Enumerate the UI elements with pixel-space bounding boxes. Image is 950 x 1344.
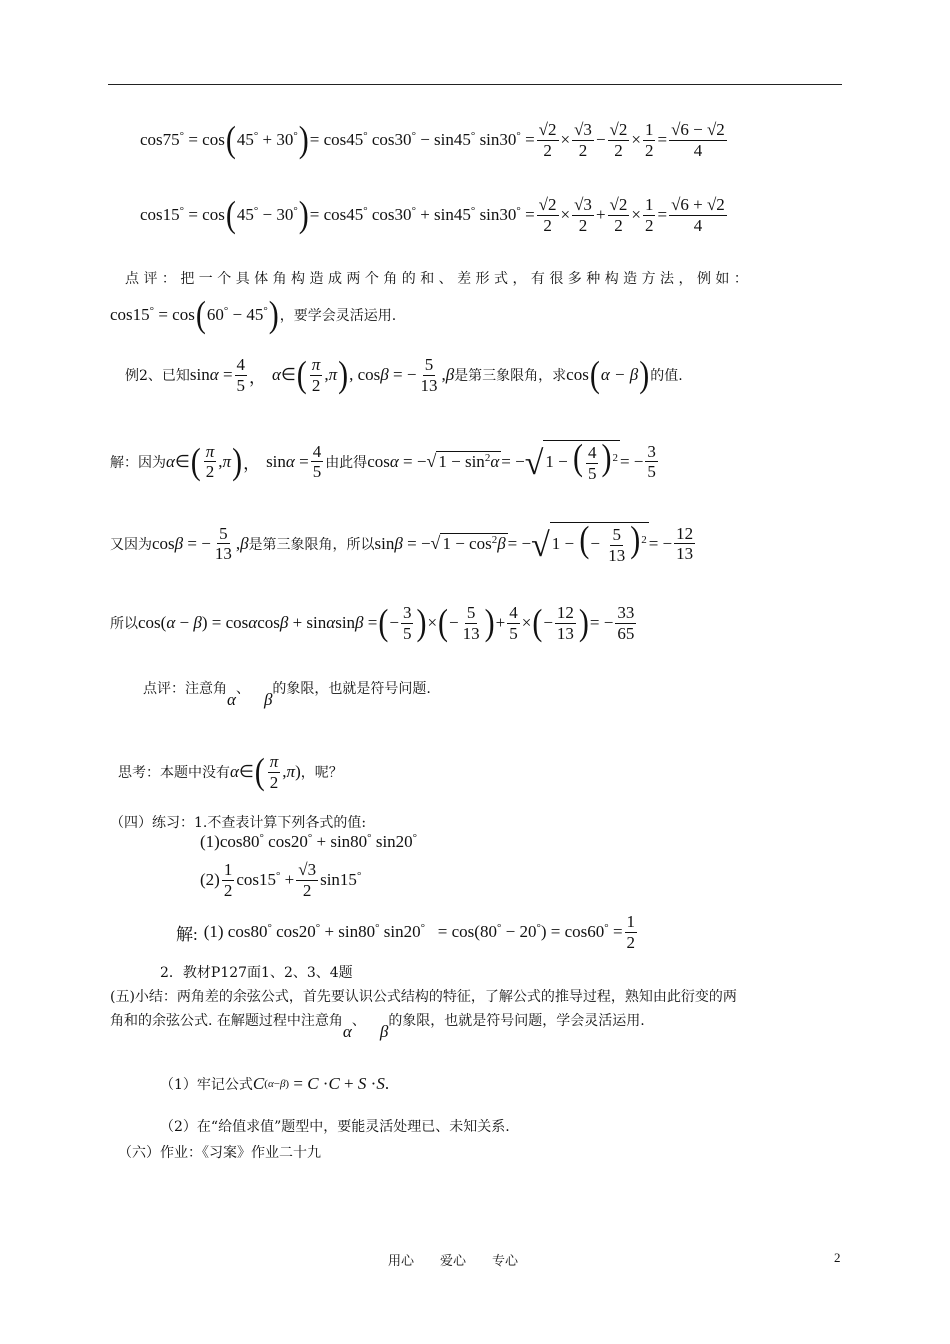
solution-line-1: 解：因为 α ∈ ( $\frac{\pi}{2}$ ,π ) ， sinα = $\frac{4}{5}$ 由此得 cosα = − √ $1 - \sin^2\alpha$ = − √ 1 − ( $\frac{4}{5}$ )$^2$ = − $\frac{3}{5}$ <box>110 436 656 483</box>
solution-mid: 由此得 <box>325 454 368 471</box>
remember-formula: （1）牢记公式 C (α−β) = C ·C + S ·S. <box>160 1074 390 1093</box>
example-2-mid: 是第三象限角，求 <box>454 368 567 385</box>
summary-line-a: (五)小结：两角差的余弦公式，首先要认识公式结构的特征，了解公式的推导过程，熟知由此衍变的两 <box>110 989 737 1005</box>
so-prefix: 所以 <box>110 616 138 633</box>
comment-1-line-a: 点 评 ： 把 一 个 具 体 角 构 造 成 两 个 角 的 和 、 差 形 式 ， 有 很 多 种 构 造 方 法 ， 例 如 ： <box>125 271 748 287</box>
comment-2-b: 的象限，也就是符号问题. <box>272 681 431 697</box>
practice-title: （四）练习：1.不查表计算下列各式的值: <box>110 815 367 831</box>
practice-sol-label: 解: <box>176 924 198 944</box>
cos75-equation: cos75° = cos ( 45° + 30° ) = cos45° cos30° − sin45° sin30° = $\frac{√2}{2}$ × $\frac{√3}{2}$ − $\frac{√2}{2}$ × $\frac{1}{2}$ = $\frac{√6 - √2}{4}$ <box>140 118 725 161</box>
solution-prefix: 解：因为 <box>110 454 166 471</box>
think-b: ，呢？ <box>300 765 343 782</box>
again-mid: 是第三象限角，所以 <box>248 536 375 553</box>
header-rule <box>108 84 842 85</box>
example-2: 例2、已知 sinα = $\frac{4}{5}$ ， α ∈ ( $\frac{\pi}{2}$ ,π ) , cosβ = − $\frac{5}{13}$ ,β 是第三象限角，求 cos ( α − β ) 的值. <box>125 353 683 396</box>
given-value-note: （2）在“给值求值”题型中，要能灵活处理已、未知关系. <box>160 1119 510 1135</box>
again-prefix: 又因为 <box>110 536 152 553</box>
example-2-suffix: 的值. <box>650 368 683 385</box>
homework: （六）作业：《习案》作业二十九 <box>118 1145 321 1161</box>
summary-line-b: 角和的余弦公式. 在解题过程中注意角 α 、 β 的象限，也就是符号问题，学会灵活运用. <box>110 1010 645 1030</box>
practice-item-1: (1) cos80° cos20° + sin80° sin20° <box>200 832 418 851</box>
think-a: 思考：本题中没有 <box>118 765 230 782</box>
comment-1-tail: ，要学会灵活运用. <box>279 308 397 324</box>
page-number: 2 <box>834 1250 841 1265</box>
practice-item-2: (2) $\frac{1}{2}$ cos15° + $\frac{√3}{2}$ sin15° <box>200 860 362 900</box>
think-line: 思考：本题中没有 α ∈ ( $\frac{\pi}{2}$ ,π) ，呢？ <box>118 750 343 793</box>
remember-label: （1）牢记公式 <box>160 1077 253 1093</box>
practice-1-label: (1) <box>200 832 220 851</box>
summary-b2: 的象限，也就是符号问题，学会灵活运用. <box>388 1013 645 1029</box>
cos15-equation: cos15° = cos ( 45° − 30° ) = cos45° cos30° + sin45° sin30° = $\frac{√2}{2}$ × $\frac{√3}{2}$ + $\frac{√2}{2}$ × $\frac{1}{2}$ = $\frac{√6 + √2}{4}$ <box>140 193 725 236</box>
solution-line-2: 又因为 cosβ = − $\frac{5}{13}$ ,β 是第三象限角，所以 sinβ = − √ $1 - \cos^2\beta$ = − √ 1 − (− $\frac{5}{13}$ )$^2$ = − $\frac{12}{13}$ <box>110 518 694 565</box>
practice-2-label: (2) <box>200 870 220 890</box>
example-2-prefix: 例2、已知 <box>125 368 190 385</box>
comment-1-line-b: cos15° = cos ( 60° − 45° ) ，要学会灵活运用. <box>110 293 397 335</box>
summary-b1: 角和的余弦公式. 在解题过程中注意角 <box>110 1013 343 1029</box>
solution-line-3: 所以 cos(α − β) = cosαcosβ + sinαsinβ = ( − $\frac{3}{5}$ ) × ( − $\frac{5}{13}$ ) + $\frac{4}{5}$ × ( − $\frac{12}{13}$ ) = − $\frac{33}{65}$ <box>110 601 635 644</box>
comment-2: 点评：注意角 α 、 β 的象限，也就是符号问题. <box>143 678 431 698</box>
footer-center: 用心 爱心 专心 <box>388 1254 519 1269</box>
practice-textbook: 2．教材P127面1、2、3、4题 <box>160 965 353 981</box>
comment-2-a: 点评：注意角 <box>143 681 227 697</box>
practice-solution: 解: (1) cos80° cos20° + sin80° sin20° = cos(80° − 20°) = cos60° = $\frac{1}{2}$ <box>176 912 636 952</box>
